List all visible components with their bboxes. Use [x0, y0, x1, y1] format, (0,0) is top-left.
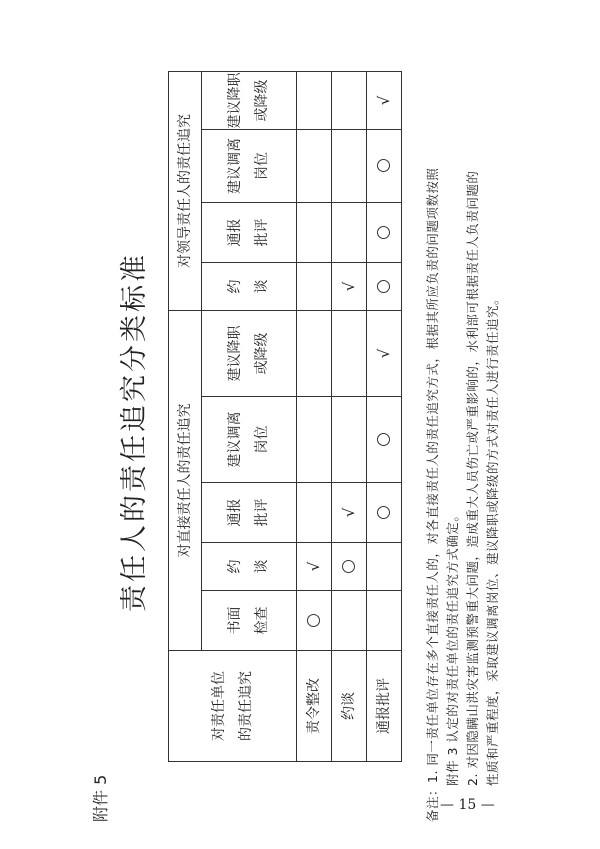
classification-table: [168, 71, 402, 762]
sub-header-transfer-leader: [202, 130, 297, 203]
corner-header-line-1: 对责任单位: [210, 671, 227, 741]
attachment-label: 附件 5: [91, 774, 110, 822]
empty-cell: [332, 591, 367, 651]
sub-header-line: 岗位: [254, 425, 270, 454]
check-mark-cell: [367, 311, 402, 397]
sub-header-line: 约: [227, 279, 244, 294]
page-number: — 15 —: [440, 797, 495, 813]
sub-header-line: 通报: [227, 498, 244, 527]
sub-header-criticism-direct: [202, 483, 297, 543]
empty-cell: [297, 311, 332, 397]
circle-icon: [377, 160, 390, 173]
rotated-content: [88, 42, 518, 822]
empty-cell: [297, 263, 332, 311]
sub-header-line: 建议调离: [227, 138, 244, 194]
check-icon: √: [374, 348, 393, 359]
sub-header-line: 批评: [254, 498, 270, 527]
empty-cell: [332, 397, 367, 483]
check-mark-cell: [332, 483, 367, 543]
sub-header-line: 岗位: [254, 152, 270, 180]
circle-mark-cell: [367, 203, 402, 263]
circle-mark-cell: [297, 591, 332, 651]
check-icon: √: [374, 95, 393, 106]
circle-icon: [377, 506, 390, 519]
empty-cell: [367, 543, 402, 591]
table-row: [297, 72, 332, 762]
sub-header-line: 或降级: [254, 79, 270, 122]
circle-icon: [377, 433, 390, 446]
empty-cell: [297, 203, 332, 263]
empty-cell: [297, 130, 332, 203]
row-label: 通报批评: [367, 651, 402, 762]
corner-header-line-2: 的责任追究: [237, 671, 254, 741]
note-2-line-1: 2. 对因隐瞒山洪灾害监测预警重大问题，造成重大人员伤亡或严重影响的，水利部可根据责任人负责问题的: [465, 170, 480, 786]
empty-cell: [367, 591, 402, 651]
notes-block: [423, 52, 503, 822]
group-header-direct: 对直接责任人的责任追究: [169, 311, 202, 651]
corner-header-cell: [169, 651, 297, 762]
circle-icon: [342, 560, 355, 573]
empty-cell: [332, 311, 367, 397]
note-1-line-1: 备注：1. 同一责任单位存在多个直接责任人的，对各直接责任人的责任追究方式，根据其所应负责的问题项数按照: [425, 167, 440, 822]
sub-header-demotion-direct: [202, 311, 297, 397]
empty-cell: [332, 130, 367, 203]
circle-mark-cell: [367, 263, 402, 311]
circle-icon: [377, 280, 390, 293]
sub-header-line: 建议降职: [227, 325, 244, 382]
sub-header-line: 通报: [227, 218, 244, 247]
sub-header-line: 谈: [254, 279, 270, 294]
sub-header-written-check: [202, 591, 297, 651]
sub-header-criticism-leader: [202, 203, 297, 263]
circle-icon: [377, 226, 390, 239]
empty-cell: [297, 72, 332, 130]
sub-header-line: 或降级: [254, 332, 270, 375]
table-row: [367, 72, 402, 762]
circle-mark-cell: [367, 130, 402, 203]
sub-header-line: 建议调离: [227, 411, 244, 468]
check-mark-cell: [367, 72, 402, 130]
row-label: 责令整改: [297, 651, 332, 762]
circle-mark-cell: [367, 397, 402, 483]
circle-icon: [307, 614, 320, 627]
empty-cell: [332, 203, 367, 263]
check-icon: √: [339, 281, 358, 292]
check-mark-cell: [297, 543, 332, 591]
sub-header-transfer-direct: [202, 397, 297, 483]
row-label: 约谈: [332, 651, 367, 762]
check-mark-cell: [332, 263, 367, 311]
circle-mark-cell: [367, 483, 402, 543]
sub-header-demotion-leader: [202, 72, 297, 130]
check-icon: √: [304, 561, 323, 572]
circle-mark-cell: [332, 543, 367, 591]
group-header-leader: 对领导责任人的责任追究: [169, 72, 202, 311]
sub-header-line: 建议降职: [227, 72, 244, 129]
sub-header-interview-direct: [202, 543, 297, 591]
note-2-line-2: 性质和严重程度，采取建议调离岗位、建议降职或降级的方式对责任人进行责任追究。: [485, 291, 500, 786]
sub-header-interview-leader: [202, 263, 297, 311]
sub-header-line: 批评: [254, 218, 270, 247]
empty-cell: [297, 397, 332, 483]
check-icon: √: [339, 507, 358, 518]
table-row: [332, 72, 367, 762]
note-1-line-2: 附件 3 认定的对责任单位的责任追究方式确定。: [445, 508, 460, 786]
sub-header-line: 检查: [254, 606, 270, 635]
page-title: 责任人的责任追究分类标准: [119, 252, 150, 612]
sub-header-line: 约: [227, 559, 244, 574]
empty-cell: [297, 483, 332, 543]
table-body: [297, 72, 402, 762]
sub-header-line: 谈: [254, 559, 270, 574]
sub-header-line: 书面: [227, 606, 244, 635]
empty-cell: [332, 72, 367, 130]
header-row-groups: [169, 72, 202, 762]
